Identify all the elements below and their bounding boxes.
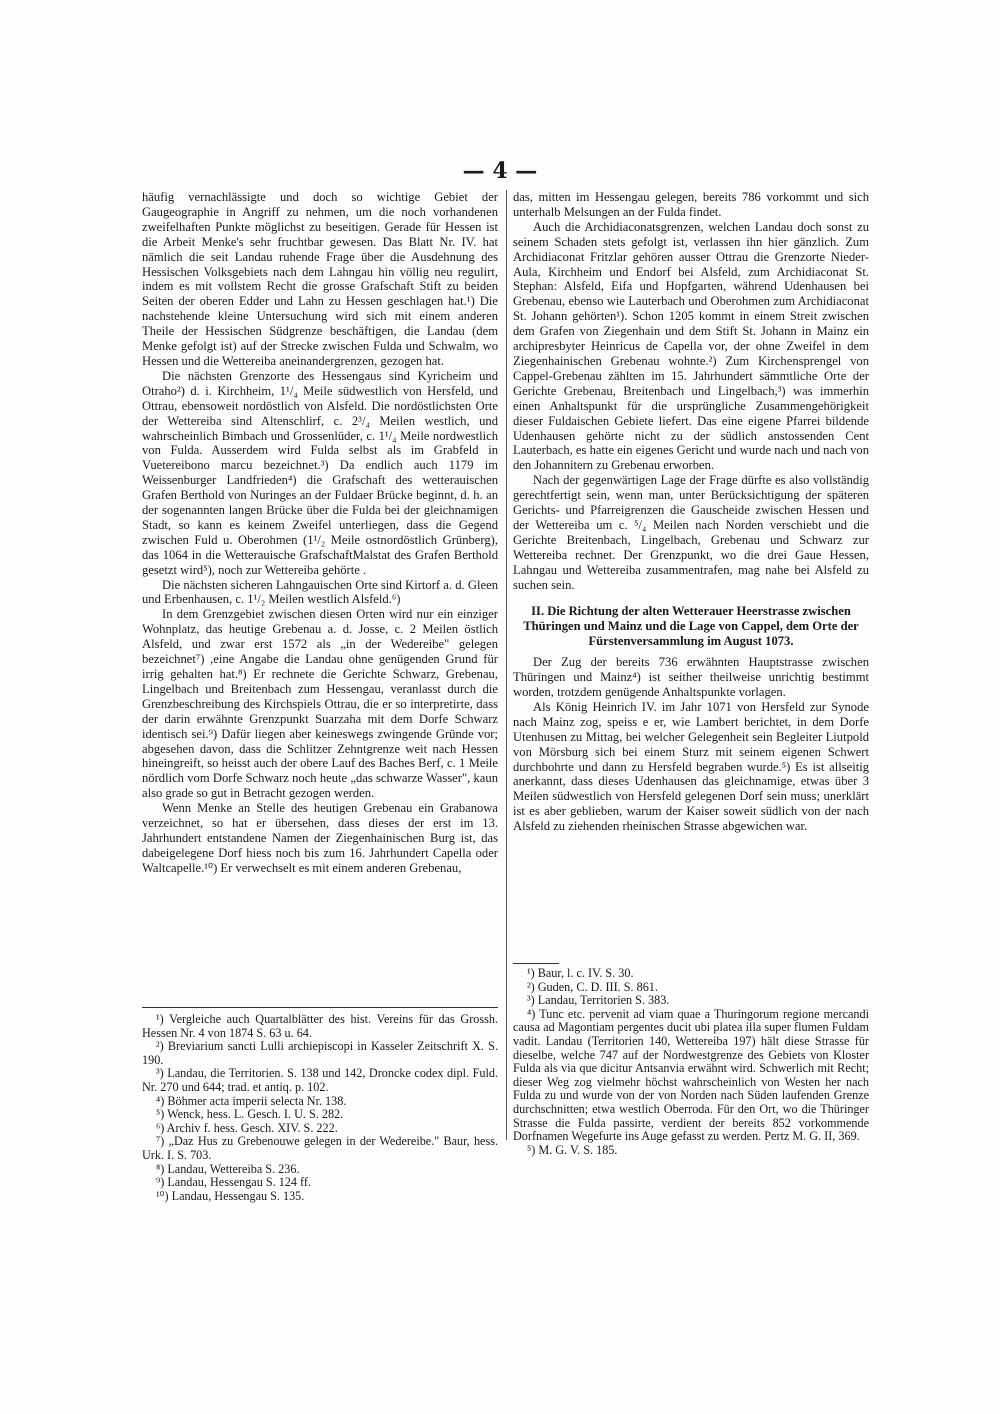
footnotes-right bbox=[513, 967, 869, 1157]
footnote: ⁹) Landau, Hessengau S. 124 ff. bbox=[156, 1175, 311, 1190]
footnote: ²) Guden, C. D. III. S. 861. bbox=[527, 979, 658, 994]
footnote: ⁶) Archiv f. hess. Gesch. XIV. S. 222. bbox=[156, 1120, 338, 1135]
paragraph: Die nächsten Grenzorte des Hessengaus sind Kyricheim und Otraho²) d. i. Kirchheim, 1¹/₄ Meile südwestlich von Hersfeld, und Ottrau, ebensoweit nordöstlich von Alsfeld. Die nordöstlichsten Orte der Wettereiba sind Altenschlirf, c. 2³/₄ Meilen westlich, und wahrscheinlich Bimbach und Grossenlüder, c. 1¹/₄ Meile nordwestlich von Fulda. Ausserdem wird Fulda selbst als im Grabfeld in Vuetereibono marcu bezeichnet.³) Da endlich auch 1179 im Weissenburger Landfrieden⁴) die Grafschaft des wetterauischen Grafen Berthold von Nuringes an der Fuldaer Brücke beginnt, d. h. an der sogenannten langen Brücke über die Fulda bei der gleichnamigen Stadt, so kann es keinem Zweifel unterliegen, dass die Gegend zwischen Fuld u. Oberohmen (1¹/₂ Meile ostnordöstlich Grünberg), das 1064 in die Wetterauische GrafschaftMalstat des Grafen Berthold gesetzt wird⁵), noch zur Wettereiba gehörte . bbox=[142, 368, 498, 577]
column-divider bbox=[506, 190, 507, 1140]
paragraph: Nach der gegenwärtigen Lage der Frage dürfte es also vollständig gerechtfertigt sein, wenn man, unter Berücksichtigung der späteren Gerichts- und Pfarreigrenzen die Gauscheide zwischen Hessen und der Wettereiba um c. ⁵/₄ Meilen nach Norden verschiebt und die Gerichte Breitenbach, Lingelbach, Grebenau und Schwarz zur Wettereiba rechnet. Der Grenzpunkt, wo die drei Gaue Hessen, Lahngau und Wettereiba zusammentrafen, mag nahe bei Alsfeld zu suchen sein. bbox=[513, 473, 869, 592]
footnote: ⁵) M. G. V. S. 185. bbox=[527, 1142, 618, 1157]
paragraph: häufig vernachlässigte und doch so wichtige Gebiet der Gaugeographie in Angriff zu nehmen, um die noch vorhandenen zweifelhaften Punkte möglichst zu beseitigen. Gerade für Hessen ist die Arbeit Menke's sehr fruchtbar gewesen. Das Blatt Nr. IV. hat nämlich die seit Landau ruhende Frage über die Ausdehnung des Hessischen Volksgebiets nach dem Lahngau hin völlig neu regulirt, indem es mit vollstem Recht die grosse Grafschaft Stift zu beiden Seiten der oberen Edder und Lahn zu Hessen geschlagen hat.¹) Die nachstehende kleine Untersuchung wird sich mit einem anderen Theile der Hessischen Südgrenze beschäftigen, die Landau (dem Menke gefolgt ist) auf der Strecke zwischen Fulda und Schwalm, wo Hessen und die Wettereiba aneinandergrenzen, gezogen hat. bbox=[142, 190, 498, 368]
footnote-rule bbox=[513, 963, 559, 964]
footnote: ⁵) Wenck, hess. L. Gesch. I. U. S. 282. bbox=[156, 1107, 344, 1122]
page-number: — 4 — bbox=[462, 158, 538, 184]
footnote: ¹) Baur, l. c. IV. S. 30. bbox=[527, 966, 634, 980]
paragraph: In dem Grenzgebiet zwischen diesen Orten wird nur ein einziger Wohnplatz, das heutige Grebenau a. d. Josse, c. 2 Meilen östlich Alsfeld, und zwar erst 1572 als „in der Wedereibe" gelegen bezeichnet⁷) ,eine Angabe die Landau ohne genügenden Grund für irrig gehalten hat.⁸) Er rechnete die Gerichte Schwarz, Grebenau, Lingelbach und Breitenbach zum Hessengau, veranlasst durch die Grenzbeschreibung des Kirchspiels Ottrau, die er so interpretirte, dass der darin erwähnte Grenzpunkt Suarzaha mit dem Dorfe Schwarz identisch sei.⁹) Dafür liegen aber keineswegs zwingende Gründe vor; abgesehen davon, dass die Schlitzer Zehntgrenze weit nach Hessen hineingreift, so heisst auch der obere Lauf des Baches Berf, c. 1 Meile nördlich vom Dorfe Schwarz noch heute „das schwarze Wasser", kaun also grade so gut in Betracht gezogen werden. bbox=[142, 607, 498, 801]
paragraph: Wenn Menke an Stelle des heutigen Grebenau ein Grabanowa verzeichnet, so hat er übersehen, dass dieses der erst im 13. Jahrhundert entstandene Namen der Ziegenhainischen Burg ist, das dabeigelegene Dorf hiess noch bis zum 16. Jahrhundert Capella oder Waltcapelle.¹⁰) Er verwechselt es mit einem anderen Grebenau, bbox=[142, 801, 498, 875]
footnote: ⁸) Landau, Wettereiba S. 236. bbox=[156, 1161, 300, 1176]
paragraph: Auch die Archidiaconatsgrenzen, welchen Landau doch sonst zu seinem Schaden stets gefolgt ist, verlassen ihn hier gänzlich. Zum Archidiaconat Fritzlar gehören ausser Ottrau die Grenzorte Nieder-Aula, Kirchheim und Endorf bei Alsfeld, zum Archidiaconat St. Stephan: Alsfeld, Eifa und Hopfgarten, während Udenhausen bei Grebenau, ebenso wie Lauterbach und Oberohmen zum Archidiaconat St. Johann gehörten¹). Schon 1205 kommt in einem Streit zwischen dem Grafen von Ziegenhain und dem Stift St. Johann in Mainz ein archipresbyter Heinricus de Capella vor, der ohne Zweifel in dem Ziegenhainischen Grebenau wohnte.²) Zum Kirchensprengel von Cappel-Grebenau zählten im 15. Jahrhundert sämmtliche Orte der Gerichte Grebenau, Breitenbach und Lingelbach,³) was immerhin einen Anhaltspunkt für die ursprüngliche Zusammengehörigkeit dieser Fuldaischen Gebiete liefert. Das eine eigene Pfarrei bildende Udenhausen gehörte nicht zu der südlich anstossenden Cent Lauterbach, es hatte ein eigenes Gericht und wurde nach und nach von den Johannitern zu Grebenau erworben. bbox=[513, 219, 869, 473]
footnote: ²) Breviarium sancti Lulli archiepiscopi in Kasseler Zeitschrift X. S. 190. bbox=[142, 1039, 498, 1067]
section-heading: II. Die Richtung der alten Wetterauer Heerstrasse zwischen Thüringen und Mainz und die Lage von Cappel, dem Orte der Fürstenversammlung im August 1073. bbox=[523, 604, 859, 649]
left-column bbox=[142, 190, 498, 876]
footnote: ³) Landau, die Territorien. S. 138 und 142, Droncke codex dipl. Fuld. Nr. 270 und 644; trad. et antiq. p. 102. bbox=[142, 1066, 498, 1094]
footnotes-left bbox=[142, 1013, 498, 1203]
footnote: ¹⁰) Landau, Hessengau S. 135. bbox=[156, 1188, 305, 1203]
paragraph: Der Zug der bereits 736 erwähnten Hauptstrasse zwischen Thüringen und Mainz⁴) ist seither theilweise unrichtig bestimmt worden, trotzdem genügende Anhaltspunkte vorlagen. bbox=[513, 655, 869, 699]
footnote: ⁷) „Daz Hus zu Grebenouwe gelegen in der Wedereibe." Baur, hess. Urk. I. S. 703. bbox=[142, 1134, 498, 1162]
right-column bbox=[513, 190, 869, 834]
footnote: ⁴) Tunc etc. pervenit ad viam quae a Thuringorum regione mercandi causa ad Magontiam pergentes ducit ubi platea illa super flumen Fuldam vadit. Landau (Territorien 140, Wettereiba 197) hält diese Strasse für dieselbe, welche 747 auf der Nordwestgrenze des Gebiets von Kloster Fulda als via que dicitur Antsanvia erwähnt wird. Schwerlich mit Recht; dieser Weg zog vielmehr höchst wahrscheinlich von Westen her nach Fulda zu und wurde von der von Norden nach Süden laufenden Grenze durchschnitten; etwa westlich Oberroda. Für den Ort, wo die Thüringer Strasse die Fulda passirte, verdient der bereits 852 vorkommende Dorfnamen Wegefurte ins Auge gefasst zu werden. Pertz M. G. II, 369. bbox=[513, 1006, 869, 1144]
paragraph: Als König Heinrich IV. im Jahr 1071 von Hersfeld zur Synode nach Mainz zog, speiss e er, wie Lambert berichtet, in dem Dorfe Utenhusen zu Mittag, bei welcher Gelegenheit sein Begleiter Liutpold von Mörsburg sich bei einem Sturz mit seinem eigenen Schwert durchbohrte und dann zu Hersfeld begraben wurde.⁵) Es ist allseitig anerkannt, dass dieses Udenhausen das gleichnamige, etwas über 3 Meilen südwestlich von Hersfeld gelegenen Dorf sein muss; unerklärt ist es aber geblieben, warum der Kaiser soweit südlich von der nach Alsfeld zu ziehenden rheinischen Strasse abgewichen war. bbox=[513, 699, 869, 834]
footnote-rule bbox=[142, 1007, 498, 1008]
paragraph: das, mitten im Hessengau gelegen, bereits 786 vorkommt und sich unterhalb Melsungen an der Fulda findet. bbox=[513, 190, 869, 219]
footnote: ¹) Vergleiche auch Quartalblätter des hist. Vereins für das Grossh. Hessen Nr. 4 von 1874 S. 63 u. 64. bbox=[142, 1012, 498, 1040]
paragraph: Die nächsten sicheren Lahngauischen Orte sind Kirtorf a. d. Gleen und Erbenhausen, c. 1¹/₂ Meilen westlich Alsfeld.⁶) bbox=[142, 577, 498, 607]
footnote: ⁴) Böhmer acta imperii selecta Nr. 138. bbox=[156, 1093, 347, 1108]
footnote: ³) Landau, Territorien S. 383. bbox=[527, 993, 670, 1008]
